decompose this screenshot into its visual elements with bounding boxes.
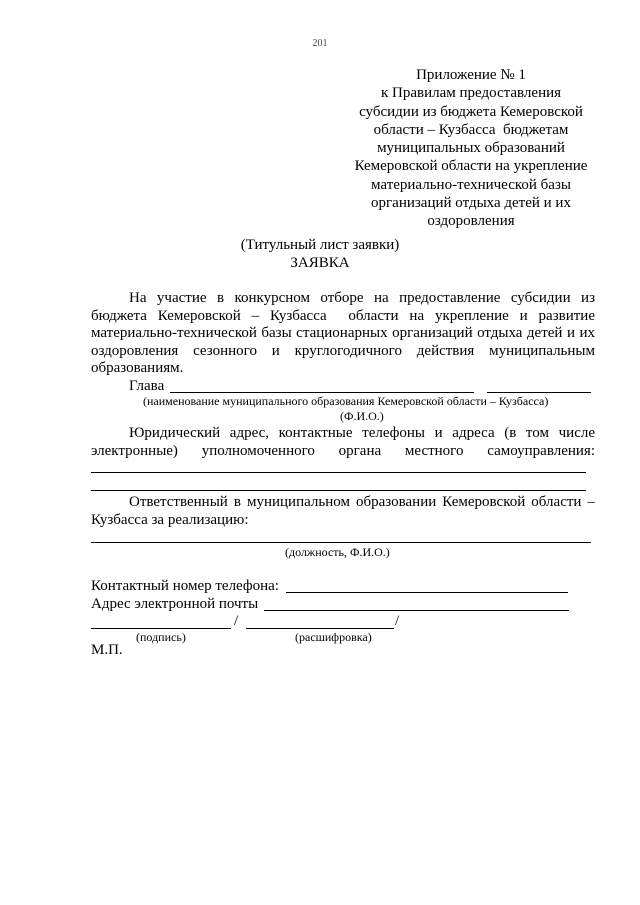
signature-caption: (подпись) — [136, 630, 186, 644]
responsible-paragraph: Ответственный в муниципальном образовании Кемеровской области – Кузбасса за реализацию: — [91, 494, 595, 528]
appendix-line: субсидии из бюджета Кемеровской — [359, 103, 583, 120]
signature-line — [91, 628, 231, 629]
appendix-line: организаций отдыха детей и их — [371, 195, 571, 212]
email-label: Адрес электронной почты — [91, 596, 259, 612]
stamp-label: М.П. — [91, 642, 123, 658]
contact-phone-line — [286, 592, 568, 593]
decoding-caption: (расшифровка) — [295, 630, 372, 644]
head-label: Глава — [129, 378, 165, 394]
appendix-line: муниципальных образований — [377, 140, 565, 157]
head-municipality-caption: (наименование муниципального образования Кемеровской области – Кузбасса) — [143, 394, 549, 408]
appendix-line: Кемеровской области на укрепление — [354, 158, 588, 175]
appendix-line: Приложение № 1 — [416, 67, 526, 83]
document-title: ЗАЯВКА — [290, 255, 350, 271]
head-fio-caption: (Ф.И.О.) — [340, 409, 384, 423]
responsible-caption: (должность, Ф.И.О.) — [285, 545, 390, 559]
email-line — [264, 610, 569, 611]
appendix-line: оздоровления — [427, 213, 515, 230]
intro-paragraph: На участие в конкурсном отборе на предоставление субсидии из бюджета Кемеровской – Кузбасса области на укрепление и развитие материально-технической базы стационарных организаций отдыха детей и их оздоровления сезонного и круглогодичного действия муниципальным образованиям. — [91, 290, 599, 377]
signature-end-slash: / — [395, 613, 400, 629]
contact-phone-label: Контактный номер телефона: — [91, 578, 279, 594]
responsible-line — [91, 542, 591, 543]
decoding-line — [246, 628, 394, 629]
legal-address-line-1 — [91, 472, 586, 473]
title-sheet-label: (Титульный лист заявки) — [240, 237, 400, 253]
legal-address-paragraph: Юридический адрес, контактные телефоны и адреса (в том числе электронные) уполномоченного органа местного самоуправления: — [91, 425, 595, 459]
legal-address-line-2 — [91, 490, 586, 491]
head-municipality-line — [170, 392, 474, 393]
signature-separator: / — [234, 613, 239, 629]
appendix-header — [340, 66, 602, 231]
head-fio-line — [487, 392, 591, 393]
appendix-line: к Правилам предоставления — [380, 85, 562, 102]
appendix-line: области – Кузбасса бюджетам — [373, 121, 569, 138]
appendix-line: материально-технической базы — [371, 176, 571, 193]
page-number: 201 — [312, 38, 328, 49]
